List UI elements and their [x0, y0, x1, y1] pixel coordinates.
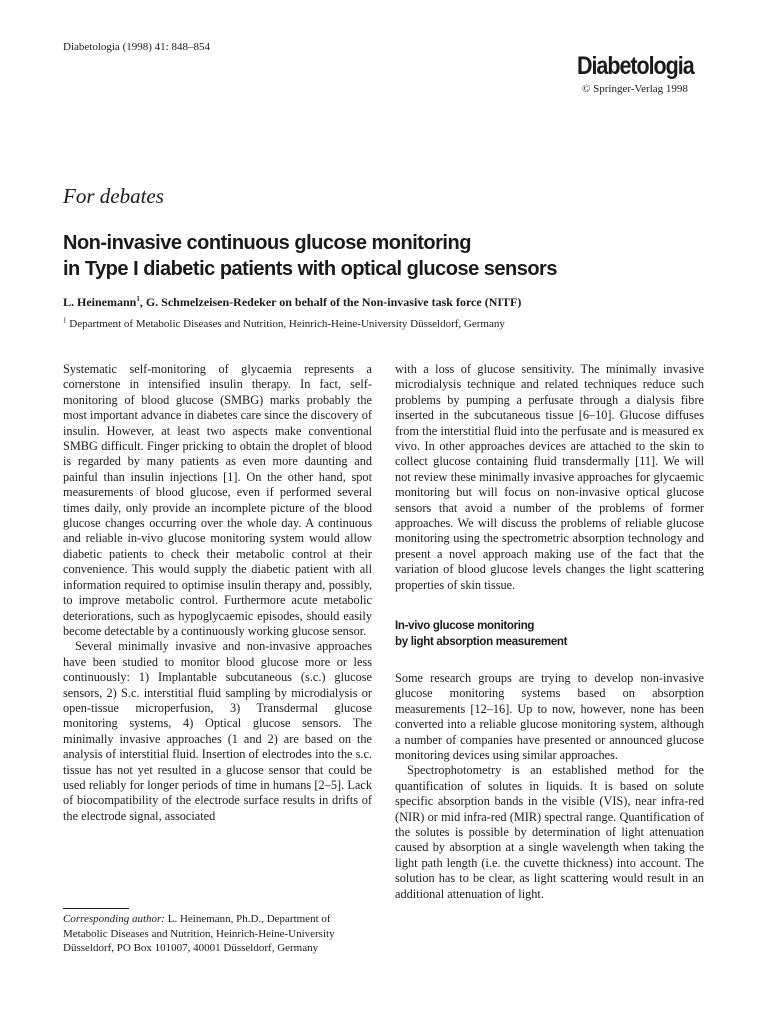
body-column-right — [395, 362, 704, 902]
author-affiliation-mark: 1 — [136, 295, 140, 303]
affiliation — [63, 318, 505, 330]
author-first: L. Heinemann — [63, 295, 137, 309]
author-rest: , G. Schmelzeisen-Redeker on behalf of the Non-invasive task force (NITF) — [139, 295, 522, 309]
paragraph: Several minimally invasive and non-invasive approaches have been studied to monitor blood glucose more or less continuously: 1) Implantable subcutaneous (s.c.) glucose sensors, 2) S.c. interstitial fluid sampling by microdialysis or open-tissue microperfusion, 3) Transdermal glucose monitoring systems, 4) Optical glucose sensors. The minimally invasive approaches (1 and 2) are based on the analysis of interstitial fluid. Insertion of electrodes into the s.c. tissue has not yet resulted in a glucose sensor that could be used reliably for longer periods of time in humans [2–5]. Lack of biocompatibility of the electrode surface results in drifts of the electrode signal, associated — [63, 639, 372, 823]
paragraph: with a loss of glucose sensitivity. The minimally invasive microdialysis technique and related techniques reduce such problems by pumping a perfusate through a dialysis fibre inserted in the subcutaneous tissue [6–10]. Glucose diffuses from the interstitial fluid into the perfusate and is measured ex vivo. In other approaches devices are attached to the skin to collect glucose containing fluid transdermally [11]. We will not review these minimally invasive approaches for glycaemic monitoring but will focus on non-invasive optical glucose sensors that avoid a number of the problems of former approaches. We will discuss the problems of reliable glucose monitoring using the spectrometric absorption technology and present a novel approach making use of the fact that the variation of blood glucose levels changes the light scattering properties of skin tissue. — [395, 362, 704, 592]
footnote-divider — [63, 908, 129, 909]
section-label: For debates — [63, 184, 164, 208]
author-list — [63, 295, 521, 310]
paragraph: Systematic self-monitoring of glycaemia represents a cornerstone in intensified insulin therapy. In fact, self-monitoring of blood glucose (SMBG) marks probably the most important advance in diabetes care since the discovery of insulin. However, at least two aspects make conventional SMBG difficult. Finger pricking to obtain the droplet of blood is regarded by many patients as even more daunting and painful than insulin injections [1]. On the other hand, spot measurements of blood glucose, even if performed several times daily, only provide an incomplete picture of the blood glucose changes occurring over the whole day. A continuous and reliable in-vivo glucose monitoring system would allow diabetic patients to check their metabolic control at their convenience. This would supply the diabetic patient with all information required to optimise insulin therapy and, possibly, to improve metabolic control. Furthermore acute metabolic deteriorations, such as hypoglycaemic episodes, should easily become detectable by a continuously working glucose sensor. — [63, 362, 372, 638]
paragraph: Spectrophotometry is an established method for the quantification of solutes in liquids. It is based on solute specific absorption bands in the visible (VIS), near infra-red (NIR) or mid infra-red (MIR) spectral range. Quantification of the solutes is possible by determination of light attenuation caused by absorption at a single wavelength when taking the light path length (i.e. the cuvette thickness) into account. The solution has to be clear, as light scattering would result in an additional attenuation of light. — [395, 763, 704, 901]
footnote-text: L. Heinemann, Ph.D., Department of Metabolic Diseases and Nutrition, Heinrich-Heine-University Düsseldorf, PO Box 101007, 40001 Düsseldorf, Germany — [63, 913, 335, 955]
section-heading-line-2: by light absorption measurement — [395, 635, 568, 648]
title-line-2: in Type I diabetic patients with optical glucose sensors — [63, 258, 557, 280]
journal-citation: Diabetologia (1998) 41: 848–854 — [63, 41, 210, 53]
paragraph: Some research groups are trying to develop non-invasive glucose monitoring systems based on absorption measurements [12–16]. Up to now, however, none has been converted into a reliable glucose monitoring system, although a number of companies have presented or announced glucose monitoring devices using similar approaches. — [395, 670, 704, 762]
corresponding-author-footnote — [63, 912, 372, 956]
journal-logo: Diabetologia — [577, 52, 694, 80]
footnote-label: Corresponding author: — [63, 913, 165, 925]
body-column-left — [63, 362, 372, 824]
affiliation-text: Department of Metabolic Diseases and Nutrition, Heinrich-Heine-University Düsseldorf, Germany — [66, 318, 505, 330]
copyright-notice: © Springer-Verlag 1998 — [582, 83, 688, 95]
article-title — [63, 230, 703, 282]
section-heading-line-1: In-vivo glucose monitoring — [395, 620, 535, 633]
title-line-1: Non-invasive continuous glucose monitoring — [63, 232, 471, 254]
affiliation-mark: 1 — [63, 316, 67, 325]
section-heading — [395, 619, 704, 650]
